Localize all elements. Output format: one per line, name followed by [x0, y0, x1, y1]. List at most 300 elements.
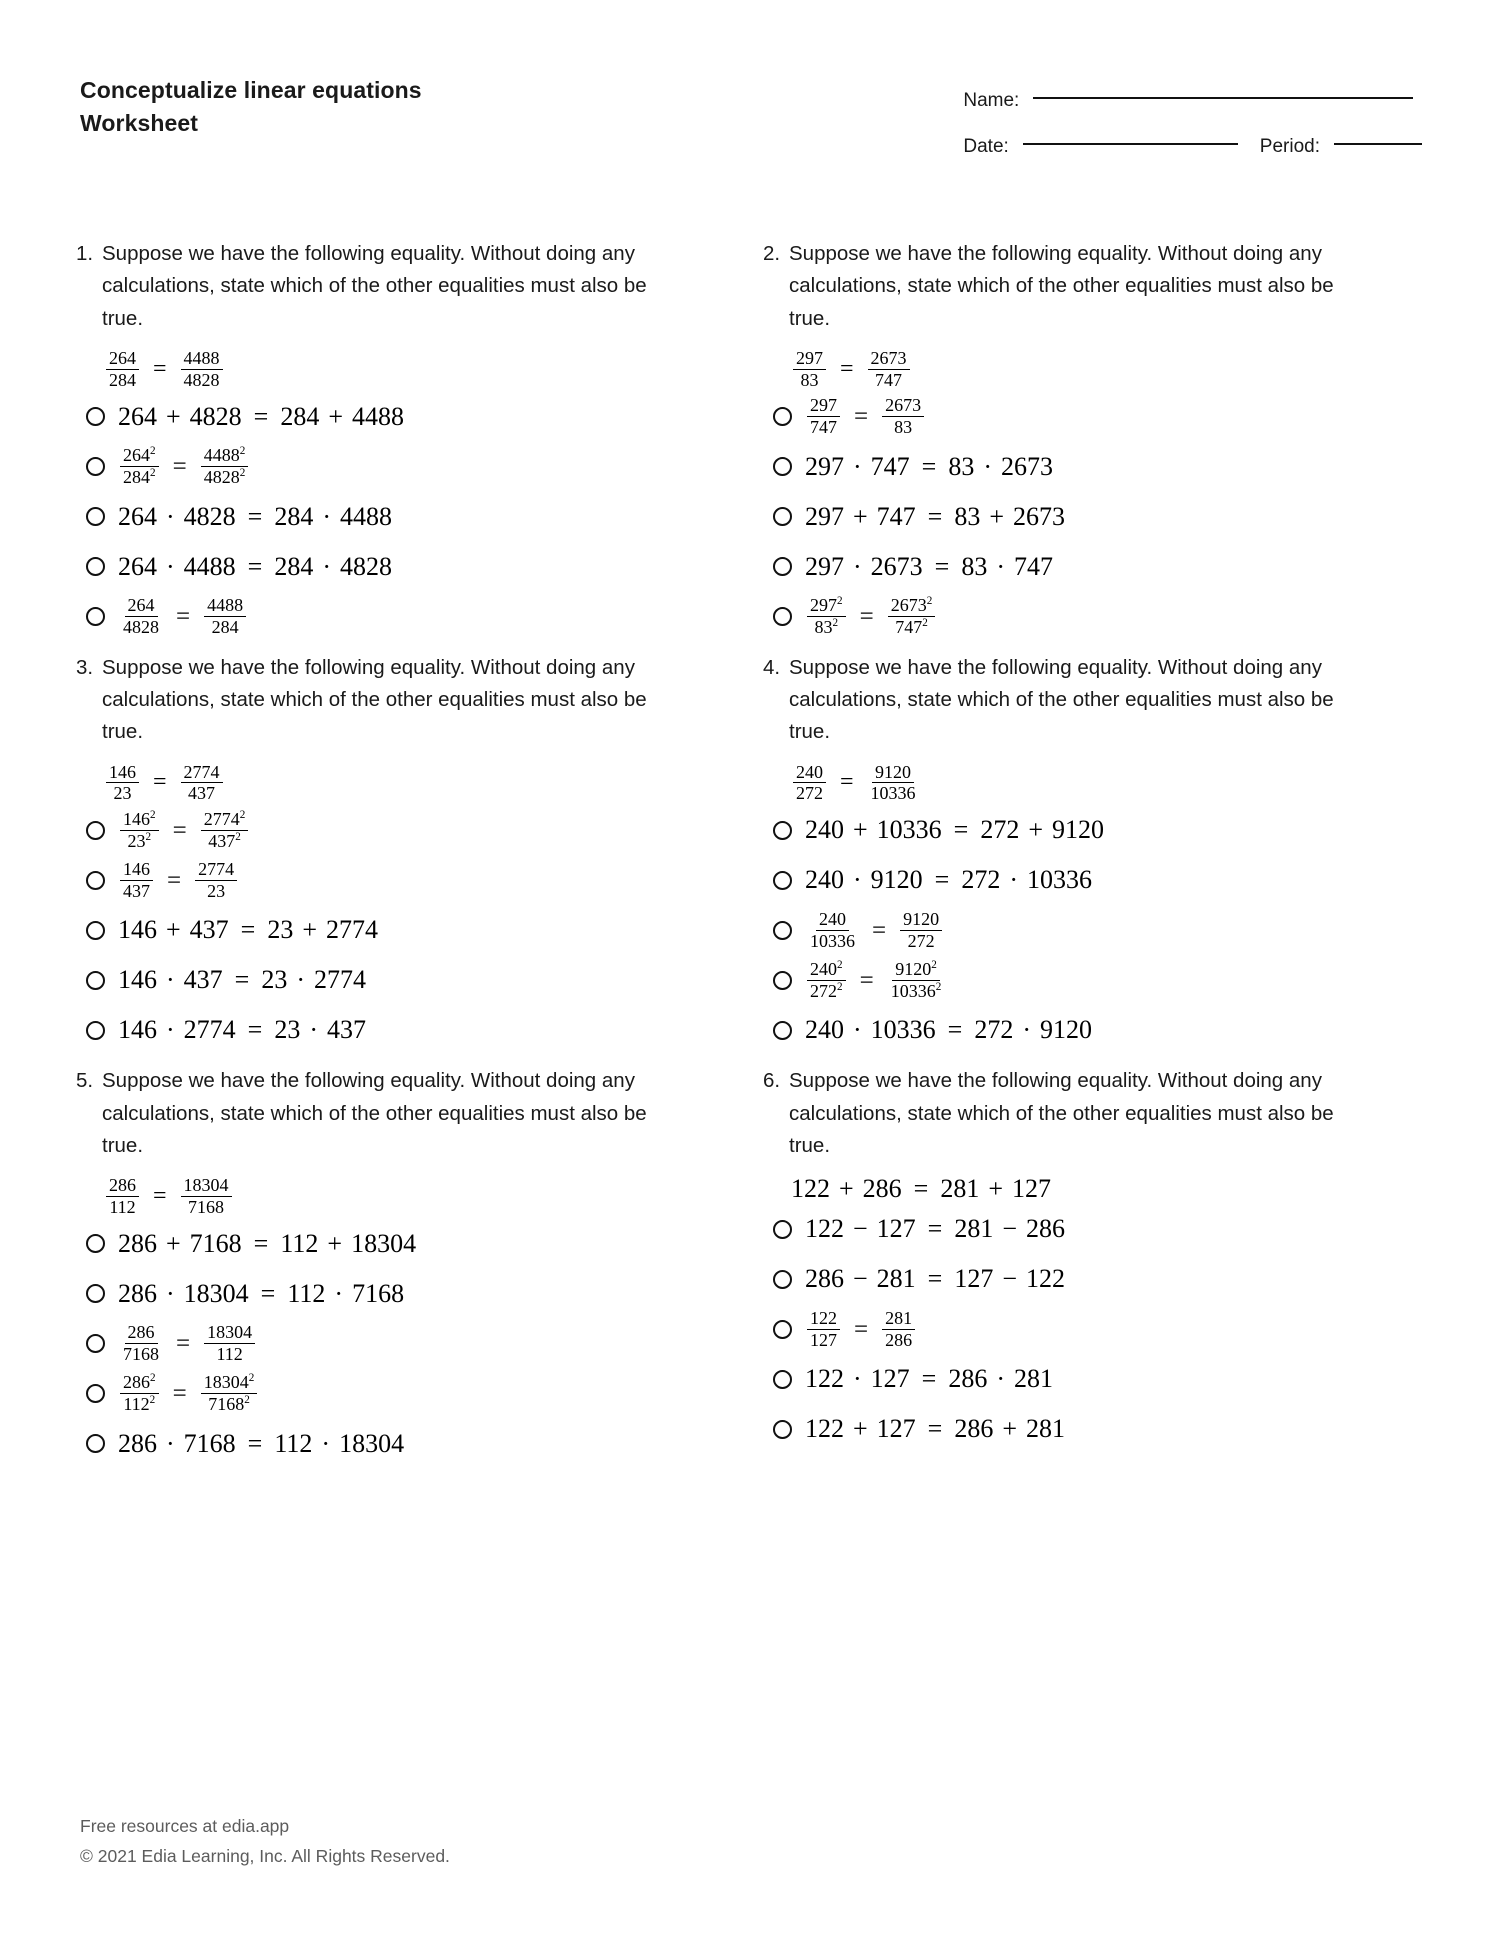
math-term: 9120 [870, 865, 923, 895]
math-term: $23^2$ [127, 830, 152, 851]
operator-sign: · [166, 1428, 175, 1458]
math-term: $272^2$ [810, 980, 843, 1001]
fraction-denominator [807, 417, 840, 437]
radio-button-icon[interactable] [86, 821, 105, 840]
operator-sign: · [996, 1364, 1006, 1394]
answer-option[interactable] [773, 857, 1430, 903]
fraction-denominator [209, 617, 242, 637]
question-prompt [763, 652, 1430, 749]
radio-button-icon[interactable] [86, 507, 105, 526]
answer-option[interactable] [86, 1371, 743, 1417]
answer-option[interactable] [773, 1007, 1430, 1053]
math-term: 4828 [183, 369, 220, 390]
fraction-denominator [205, 1394, 253, 1414]
fraction-denominator [106, 370, 139, 390]
math-term: 4488 [183, 348, 220, 369]
fraction-denominator [120, 1344, 162, 1364]
fraction-denominator [213, 1344, 245, 1364]
math-expression [805, 501, 1066, 531]
fraction [204, 1323, 255, 1363]
fraction [807, 910, 858, 950]
fraction-denominator [120, 467, 159, 487]
operator-sign: − [1002, 1264, 1018, 1294]
answer-option[interactable] [86, 957, 743, 1003]
math-term: 437 [189, 915, 229, 945]
math-term: 83 [948, 451, 975, 481]
equals-sign: = [854, 403, 869, 431]
math-term: 10336 [1027, 865, 1093, 895]
operator-sign: − [853, 1264, 868, 1294]
fraction-denominator [106, 1197, 138, 1217]
equals-sign: = [247, 551, 263, 581]
fraction-numerator [181, 349, 223, 370]
question-prompt [76, 652, 743, 749]
fraction-numerator [204, 1323, 255, 1344]
math-term: 286 [1026, 1214, 1066, 1244]
equals-sign: = [153, 769, 167, 796]
math-term: 272 [907, 930, 935, 951]
radio-button-icon[interactable] [86, 1334, 105, 1353]
question-prompt [76, 238, 743, 335]
math-expression [118, 860, 239, 900]
math-term: 240 [805, 1015, 844, 1045]
math-term: 281 [1014, 1364, 1054, 1394]
answer-option[interactable] [86, 444, 743, 490]
radio-button-icon[interactable] [86, 1234, 105, 1253]
fraction [120, 1373, 159, 1413]
radio-button-icon[interactable] [773, 1370, 792, 1389]
answer-option[interactable] [86, 394, 743, 440]
equals-sign: = [153, 355, 167, 382]
math-term: 2774 [183, 1015, 236, 1045]
operator-sign: · [853, 451, 862, 481]
fraction [882, 396, 924, 436]
math-term: 146 [118, 915, 157, 945]
radio-button-icon[interactable] [773, 921, 792, 940]
math-term: 297 [796, 348, 823, 369]
math-term: 18304 [351, 1228, 417, 1258]
answer-option[interactable] [773, 394, 1430, 440]
math-term: 23 [113, 783, 132, 804]
fraction-denominator [120, 1394, 158, 1414]
date-period-field-row [963, 130, 1422, 164]
operator-sign: · [1022, 1015, 1032, 1045]
answer-option[interactable] [773, 1306, 1430, 1352]
fraction-numerator [807, 596, 846, 617]
math-term: 2774 [183, 761, 220, 782]
answer-option[interactable] [86, 1221, 743, 1267]
math-term: 297 [805, 501, 844, 531]
answer-option[interactable] [773, 544, 1430, 590]
page-title [80, 74, 422, 141]
math-term: 2774 [314, 965, 367, 995]
math-term: 9120 [1052, 815, 1105, 845]
fraction-denominator [872, 370, 905, 390]
math-term: $264^2$ [123, 445, 156, 466]
math-term: 437 [183, 965, 223, 995]
answer-option[interactable] [773, 1356, 1430, 1402]
math-expression [805, 960, 946, 1000]
radio-button-icon[interactable] [773, 971, 792, 990]
operator-sign: · [1009, 865, 1019, 895]
math-term: 146 [109, 761, 136, 782]
math-term: 112 [280, 1228, 319, 1258]
math-term: 83 [894, 417, 913, 438]
fraction [868, 349, 910, 389]
math-term: $146^2$ [123, 808, 156, 829]
equals-sign: = [927, 1214, 943, 1244]
question-equality-stem [791, 349, 1430, 389]
math-expression [805, 551, 1054, 581]
radio-button-icon[interactable] [86, 1021, 105, 1040]
radio-button-icon[interactable] [86, 921, 105, 940]
answer-option[interactable] [773, 594, 1430, 640]
question-text: Suppose we have the following equality. Without doing any calculations, state which of the other equalities must also be true. [789, 242, 1334, 330]
radio-button-icon[interactable] [86, 1284, 105, 1303]
answer-option[interactable] [86, 907, 743, 953]
question-text: Suppose we have the following equality. Without doing any calculations, state which of the other equalities must also be true. [789, 1069, 1334, 1157]
fraction-denominator [807, 931, 858, 951]
equals-sign: = [921, 1364, 937, 1394]
answer-option[interactable] [773, 957, 1430, 1003]
fraction-denominator [120, 881, 153, 901]
radio-button-icon[interactable] [773, 507, 792, 526]
math-term: 146 [118, 965, 157, 995]
math-expression [805, 867, 1092, 893]
math-term: 23 [274, 1015, 301, 1045]
answer-option[interactable] [773, 494, 1430, 540]
operator-sign: · [853, 1364, 862, 1394]
fraction [807, 1309, 840, 1349]
math-term: 2673 [1013, 501, 1066, 531]
radio-button-icon[interactable] [86, 607, 105, 626]
math-term: 4828 [340, 551, 393, 581]
math-term: 286 [118, 1428, 157, 1458]
operator-sign: + [166, 1228, 181, 1258]
math-term: 112 [274, 1428, 313, 1458]
fraction-denominator [125, 831, 155, 851]
math-term: 4488 [207, 595, 244, 616]
fraction-denominator [185, 1197, 227, 1217]
radio-button-icon[interactable] [773, 1420, 792, 1439]
fraction-denominator [812, 617, 842, 637]
math-term: 747 [876, 501, 916, 531]
radio-button-icon[interactable] [86, 557, 105, 576]
operator-sign: · [166, 965, 175, 995]
math-term: 747 [875, 369, 903, 390]
footer-copyright-text: © 2021 Edia Learning, Inc. All Rights Reserved. [80, 1846, 450, 1867]
radio-button-icon[interactable] [86, 457, 105, 476]
equals-sign: = [247, 501, 263, 531]
fraction [181, 349, 223, 389]
math-term: 7168 [189, 1228, 242, 1258]
fraction-denominator [181, 370, 223, 390]
equals-sign: = [253, 401, 269, 431]
equals-sign: = [247, 1428, 263, 1458]
math-term: 286 [862, 1174, 902, 1204]
math-term: 284 [274, 501, 314, 531]
operator-sign: + [989, 501, 1005, 531]
answer-option[interactable] [86, 857, 743, 903]
math-term: 10336 [870, 783, 916, 804]
equals-sign: = [153, 1182, 167, 1209]
radio-button-icon[interactable] [86, 1434, 105, 1453]
math-term: 127 [810, 1329, 837, 1350]
math-term: 437 [327, 1015, 367, 1045]
fraction [120, 596, 162, 636]
equals-sign: = [172, 453, 187, 481]
math-term: 127 [876, 1414, 916, 1444]
math-term: 437 [188, 783, 216, 804]
operator-sign: + [166, 401, 181, 431]
radio-button-icon[interactable] [86, 1384, 105, 1403]
equals-sign: = [927, 1264, 943, 1294]
equals-sign: = [934, 551, 950, 581]
answer-option[interactable] [86, 807, 743, 853]
answer-option[interactable] [773, 1206, 1430, 1252]
math-expression [805, 1309, 917, 1349]
period-label: Period: [1259, 136, 1320, 157]
math-term: 297 [805, 551, 844, 581]
math-term: 18304 [339, 1428, 405, 1458]
question-number: 1. [76, 242, 94, 265]
equals-sign: = [859, 966, 874, 994]
fraction [106, 763, 139, 803]
equals-sign: = [253, 1228, 269, 1258]
math-term: 240 [796, 761, 823, 782]
equals-sign: = [872, 916, 887, 944]
fraction [120, 446, 159, 486]
operator-sign: + [839, 1174, 854, 1204]
math-term: $240^2$ [810, 958, 843, 979]
fraction-numerator [807, 1309, 840, 1330]
date-input-line[interactable] [1023, 143, 1238, 145]
fraction [888, 596, 936, 636]
fraction [120, 810, 159, 850]
date-label: Date: [963, 136, 1009, 157]
question-number: 3. [76, 655, 94, 679]
fraction-numerator [120, 860, 153, 881]
equals-sign: = [927, 501, 943, 531]
operator-sign: + [853, 1414, 868, 1444]
answer-option[interactable] [86, 494, 743, 540]
operator-sign: + [853, 501, 868, 531]
math-expression [118, 1373, 259, 1413]
math-term: 2673 [1001, 451, 1054, 481]
equals-sign: = [859, 603, 874, 631]
radio-button-icon[interactable] [773, 557, 792, 576]
radio-button-icon[interactable] [773, 407, 792, 426]
math-term: 83 [954, 501, 981, 531]
math-term: 9120$^2$ [895, 958, 937, 979]
math-expression [791, 1176, 1051, 1202]
math-term: 122 [805, 1214, 844, 1244]
math-term: 747 [1014, 551, 1054, 581]
fraction [807, 596, 846, 636]
question-text: Suppose we have the following equality. Without doing any calculations, state which of the other equalities must also be true. [102, 242, 647, 330]
answer-option[interactable] [86, 594, 743, 640]
math-expression [805, 817, 1104, 843]
math-expression [805, 1216, 1065, 1242]
math-term: $297^2$ [810, 595, 843, 616]
math-term: 23 [267, 915, 294, 945]
math-expression [118, 401, 405, 431]
math-term: 286 [118, 1228, 157, 1258]
operator-sign: · [996, 551, 1006, 581]
operator-sign: + [302, 915, 318, 945]
fraction-denominator [201, 467, 249, 487]
answer-option[interactable] [773, 907, 1430, 953]
question-number: 5. [76, 1069, 94, 1093]
math-term: 10336 [876, 815, 942, 845]
equals-sign: = [234, 965, 250, 995]
math-term: 281 [954, 1214, 994, 1244]
question-prompt [76, 1065, 743, 1162]
radio-button-icon[interactable] [773, 1270, 792, 1289]
radio-button-icon[interactable] [773, 607, 792, 626]
worksheet-title: Conceptualize linear equations [80, 77, 422, 103]
operator-sign: · [334, 1278, 344, 1308]
math-term: 4828 [189, 401, 242, 431]
radio-button-icon[interactable] [773, 1320, 792, 1339]
math-term: 83 [800, 369, 819, 390]
math-term: 272 [796, 783, 823, 804]
fraction-numerator [793, 763, 826, 784]
answer-option[interactable] [86, 1321, 743, 1367]
math-term: 297 [805, 451, 844, 481]
equals-sign: = [921, 451, 937, 481]
radio-button-icon[interactable] [773, 1021, 792, 1040]
math-term: 18304 [183, 1175, 229, 1196]
math-term: 2673 [870, 551, 923, 581]
math-term: $747^2$ [895, 617, 928, 638]
math-term: $83^2$ [814, 617, 839, 638]
math-term: 286 [109, 1175, 136, 1196]
answer-option[interactable] [773, 1406, 1430, 1452]
fraction-numerator [125, 596, 158, 617]
operator-sign: · [166, 1015, 175, 1045]
answer-option[interactable] [773, 1256, 1430, 1302]
fraction-denominator [793, 783, 826, 803]
math-term: 9120 [1040, 1015, 1093, 1045]
fraction [181, 763, 223, 803]
math-term: 7168 [188, 1196, 225, 1217]
fraction [793, 349, 826, 389]
equals-sign: = [840, 355, 854, 382]
radio-button-icon[interactable] [86, 871, 105, 890]
operator-sign: · [322, 551, 332, 581]
question-equality-stem [104, 349, 743, 389]
radio-button-icon[interactable] [86, 407, 105, 426]
period-input-line[interactable] [1334, 143, 1422, 145]
fraction-numerator [106, 763, 139, 784]
answer-option[interactable] [86, 544, 743, 590]
fraction-numerator [807, 396, 840, 417]
fraction-denominator [905, 931, 938, 951]
radio-button-icon[interactable] [773, 871, 792, 890]
fraction-denominator [111, 783, 135, 803]
radio-button-icon[interactable] [773, 821, 792, 840]
fraction-numerator [882, 396, 924, 417]
operator-sign: · [983, 451, 993, 481]
question-number: 6. [763, 1069, 781, 1093]
fraction-numerator [125, 1323, 158, 1344]
question-prompt [763, 1065, 1430, 1162]
fraction-numerator [872, 763, 914, 784]
fraction-numerator [816, 910, 849, 931]
math-term: $284^2$ [123, 467, 156, 488]
equals-sign: = [947, 1015, 963, 1045]
questions-grid [0, 238, 1500, 1479]
radio-button-icon[interactable] [773, 1220, 792, 1239]
fraction-numerator [195, 860, 237, 881]
math-term: 284 [280, 401, 320, 431]
operator-sign: · [853, 551, 862, 581]
question-equality-stem [791, 1176, 1430, 1202]
name-field-row [963, 84, 1422, 118]
math-term: 284 [211, 617, 239, 638]
fraction-numerator [201, 810, 249, 831]
math-term: $286^2$ [123, 1372, 156, 1393]
answer-option[interactable] [773, 444, 1430, 490]
fraction [106, 349, 139, 389]
fraction-numerator [106, 1176, 139, 1197]
equals-sign: = [854, 1315, 869, 1343]
math-expression [118, 917, 378, 943]
answer-option[interactable] [86, 1271, 743, 1317]
question-number: 2. [763, 242, 781, 265]
math-term: 2774 [198, 858, 235, 879]
operator-sign: · [296, 965, 306, 995]
operator-sign: − [853, 1214, 868, 1244]
equals-sign: = [840, 769, 854, 796]
question-number: 4. [763, 655, 781, 679]
math-term: 122 [805, 1414, 844, 1444]
math-term: 18304 [183, 1278, 249, 1308]
math-expression [118, 1228, 417, 1258]
fraction-numerator [181, 1176, 232, 1197]
answer-option[interactable] [773, 807, 1430, 853]
math-term: 10336$^2$ [890, 980, 942, 1001]
question-equality-stem [791, 763, 1430, 803]
fraction-denominator [892, 617, 931, 637]
operator-sign: · [166, 501, 175, 531]
fraction [807, 396, 840, 436]
name-input-line[interactable] [1033, 97, 1413, 99]
fraction-denominator [204, 881, 228, 901]
math-term: 437 [123, 880, 150, 901]
answer-option[interactable] [86, 1007, 743, 1053]
operator-sign: + [1002, 1414, 1018, 1444]
fraction-denominator [807, 981, 846, 1001]
radio-button-icon[interactable] [86, 971, 105, 990]
math-term: 286 [127, 1322, 155, 1343]
math-term: 10336 [810, 930, 855, 951]
operator-sign: · [321, 1428, 331, 1458]
math-term: 122 [791, 1174, 830, 1204]
fraction [120, 860, 153, 900]
fraction-denominator [882, 1330, 915, 1350]
fraction-denominator [205, 831, 244, 851]
answer-option[interactable] [86, 1421, 743, 1467]
math-term: 127 [1012, 1174, 1052, 1204]
equals-sign: = [172, 816, 187, 844]
question-5 [76, 1065, 743, 1479]
radio-button-icon[interactable] [773, 457, 792, 476]
math-term: 284 [109, 369, 136, 390]
math-term: 122 [1026, 1264, 1066, 1294]
equals-sign: = [167, 866, 182, 894]
